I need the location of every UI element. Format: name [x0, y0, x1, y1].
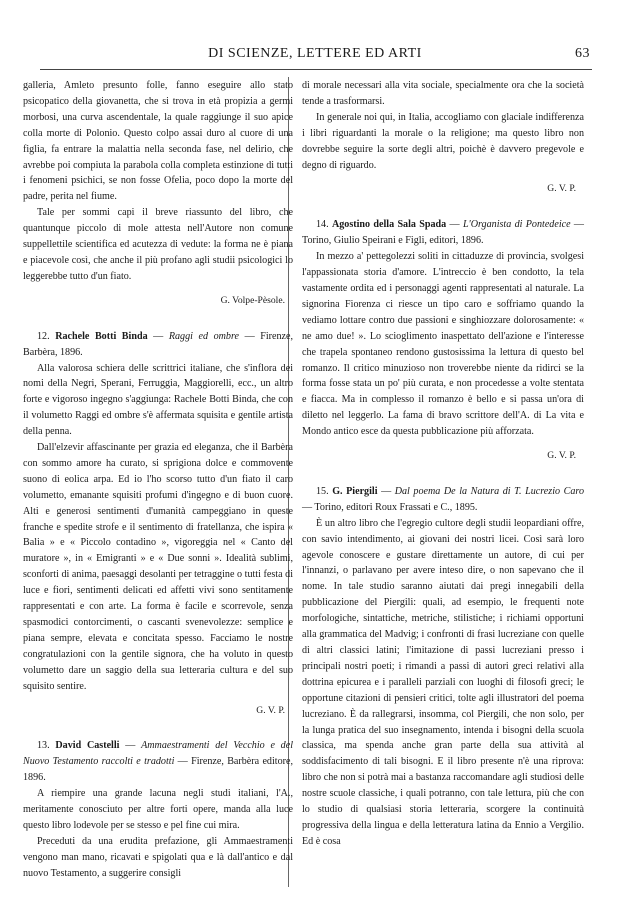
entry-heading [23, 329, 293, 361]
entry-number: 13. [37, 740, 50, 752]
continued-paragraph: galleria, Amleto presunto folle, fanno eseguire allo stato psicopatico della giovanetta, che si trova in età propizia a germi morbosi, una curva ascendentale, la quale raggiunge il suo apice colla morte di Polonio. Questo colpo assai duro al cuore di una figlia, fa entrare la malattia nella seconda fase, nel delirio, che avrebbe poi compiuta la parabola colla completa estinzione di tutti i fenomeni psichici, se non fosse Ofelia, poco dopo la morte del padre, perita nel fiume. [23, 80, 293, 203]
entry-dash: — [147, 330, 169, 342]
entry-publisher: — Torino, Giulio Speirani e Figli, editori, 1896. [302, 219, 584, 247]
entry-number: 12. [37, 330, 50, 342]
review-entry-15 [302, 484, 584, 850]
review-signature: G. V. P. [256, 704, 285, 716]
entry-dash: — [446, 219, 463, 231]
review-entry-12 [23, 329, 293, 719]
entry-publisher: — Firenze, Barbèra, 1896. [23, 330, 294, 358]
review-paragraph: Alla valorosa schiera delle scrittrici italiane, che s'inflora dei nomi della Negri, Sperani, Ferruggia, Maggiorelli, ecc., un altro forte e vigoroso ingegno s'aggiunga: Rachele Botti Binda, che con il volumetto Raggi ed ombre s'è affermata squisita e gentile artista della penna. [23, 362, 293, 438]
review-paragraph: Tale per sommi capi il breve riassunto del libro, che quantunque piccolo di mole attesta nell'Autore non comune suppellettile scientifica ed acutezza di vedute: la forma ne è piana e piacevole così, che anche il più profano agli studii psicologici lo leggerebbe tutto d'un fiato. [23, 207, 293, 282]
review-paragraph: È un altro libro che l'egregio cultore degli studii leopardiani offre, con savio intendimento, ai giovani dei nostri licei. Così sarà loro agevole conoscere e gustare direttamente un autore, di cui per l'innanzi, o parlavano per avere inteso dire, o non sapevano che il nome. In tale studio saranno aiutati dai pregi innegabili della pubblicazione del Piergili: quali, ad esempio, le frequenti note morfologiche, sintattiche, metriche, stilistiche; i richiami opportuni alla grammatica del Madvig; i confronti di frasi lucreziane con quelle di altri classici latini; l'imitazione di passi lucreziani presso i principali nostri poeti; i rimandi a passi di autori greci relativi alla dottrina epicurea e i paralleli parziali con luoghi di filosofi greci; le opportune citazioni di pensieri critici, tolte agli illustratori del poema lucreziano. È da rallegrarsi, insomma, col Piergili, che non solo, per la lunga pratica del suo insegnamento, intenda i bisogni della scuola classica, ma spenda anche gran parte della sua attività al soddisfacimento di tali bisogni. E il libro presente n'è una riprova: libro che non si potrà mai a bastanza raccomandare agli studiosi delle nostre scuole classiche, i quali potranno, con tale lettura, più che con lo studio di qualsiasi storia letteraria, scorgere la continuità progressiva della lingua e della letteratura latina da Ennio a Vergilio. Ed è cosa [302, 517, 584, 847]
review-signature: G. V. P. [547, 450, 576, 462]
running-title: DI SCIENZE, LETTERE ED ARTI [208, 46, 422, 61]
review-signature: G. V. P. [547, 183, 576, 195]
entry-author: Agostino della Sala Spada [331, 219, 447, 231]
review-paragraph: In generale noi qui, in Italia, accogliamo con glaciale indifferenza i libri riguardanti la morale o la religione; ma questo libro non dovrebbe seguire la sorte degli altri, poichè è davvero pregevole e degno di riguardo. [302, 111, 584, 171]
review-paragraph: Preceduti da una erudita prefazione, gli Ammaestramenti vengono man mano, ricavati e spigolati qua e là dall'antico e dal nuovo Testamento, a suggerire consigli [23, 835, 293, 879]
header-rule [40, 69, 592, 70]
entry-number: 14. [316, 219, 329, 231]
review-paragraph: Dall'elzevir affascinante per grazia ed eleganza, che il Barbèra con sommo amore ha curato, si sprigiona dolce e commovente suono di eolica arpa. Ed io l'ho scorso tutto d'un fiato il caro volumetto, emanante squisiti profumi d'ingegno e di buon cuore. Alti e generosi sentimenti d'umanità campeggiano in queste franche e spedite strofe e il sentimento di fratellanza, che ispira « Balia » e « Piccolo contadino », vigoreggia nel « Canto del muratore », in « Emigranti » e « Due sonni ». Idealità sublimi, sconforti di anima, paesaggi desolanti per tetraggine o tutti festa di luce e fiori, sentimenti delicati ed affetti vivi sono sentitamente rappresentati e con arte. La forma è facile e scorrevole, senza spasmodici contorcimenti, o cascanti svenevolezze: semplice e piana sempre, elevata e concitata spesso. Facciamo le nostre congratulazioni con la gentile signora, che ha voluto in questo volumetto dare un saggio della sua letteraria cultura e del suo squisito sentire. [23, 442, 293, 692]
entry-work-title: Dal poema De la Natura di T. Lucrezio Caro [394, 485, 584, 497]
review-signature: G. Volpe-Pèsole. [220, 294, 285, 306]
continued-paragraph: di morale necessari alla vita sociale, specialmente ora che la società tende a trasformarsi. [302, 80, 584, 107]
entry-work-title: L'Organista di Pontedeice [462, 219, 571, 231]
review-entry-14 [302, 217, 584, 464]
running-header [40, 44, 590, 66]
entry-dash: — [119, 740, 142, 752]
review-entry-13 [23, 738, 293, 881]
review-paragraph: A riempire una grande lacuna negli studi italiani, l'A., meritamente conosciuto per altre forti opere, manda alla luce questo libro lodevole per se stesso e pel fine cui mira. [23, 788, 293, 831]
entry-heading [23, 738, 293, 786]
entry-heading [302, 217, 584, 249]
entry-work-title: Ammaestramenti del Vecchio e del Nuovo Testamento raccolti e tradotti [23, 740, 294, 768]
entry-author: G. Piergili [332, 485, 378, 497]
entry-dash: — [377, 485, 395, 497]
entry-publisher: — Firenze, Barbèra editore, 1896. [23, 756, 293, 784]
entry-heading [302, 484, 584, 516]
entry-publisher: — Torino, editori Roux Frassati e C., 1895. [302, 501, 478, 513]
page-number: 63 [575, 46, 590, 61]
entry-number: 15. [316, 485, 329, 497]
left-column [23, 78, 293, 882]
right-column [302, 78, 584, 850]
entry-author: David Castelli [55, 740, 120, 752]
entry-work-title: Raggi ed ombre [168, 330, 240, 342]
entry-author: Rachele Botti Binda [55, 330, 148, 342]
review-paragraph: In mezzo a' pettegolezzi soliti in cittaduzze di provincia, svolgesi l'appassionata storia d'amore. L'intreccio è ben condotto, la tela vastamente ordita ed i personaggi agenti rappresentati al naturale. La signorina Fiorenza ci riesce un tipo caro e soffriamo quando la vediamo lottare contro due passioni e singhiozzare dolorosamente: « ne amo due! ». Lo scioglimento inaspettato dell'azione e l'interesse che trapela spontaneo rendono gustosissima la lettura di questo bel romanzo. Il critico minuzioso non troverebbe niente da ridirci se la forma fosse stata un po' più curata, e non procedesse a volte stentata e fiacca. Ma in complesso il romanzo è bello e si passa un'ora di diletto nel leggerlo. La fama di bravo scrittore dell'A. di La vita e Mondo antico esce da questa pubblicazione più afforzata. [302, 251, 584, 438]
